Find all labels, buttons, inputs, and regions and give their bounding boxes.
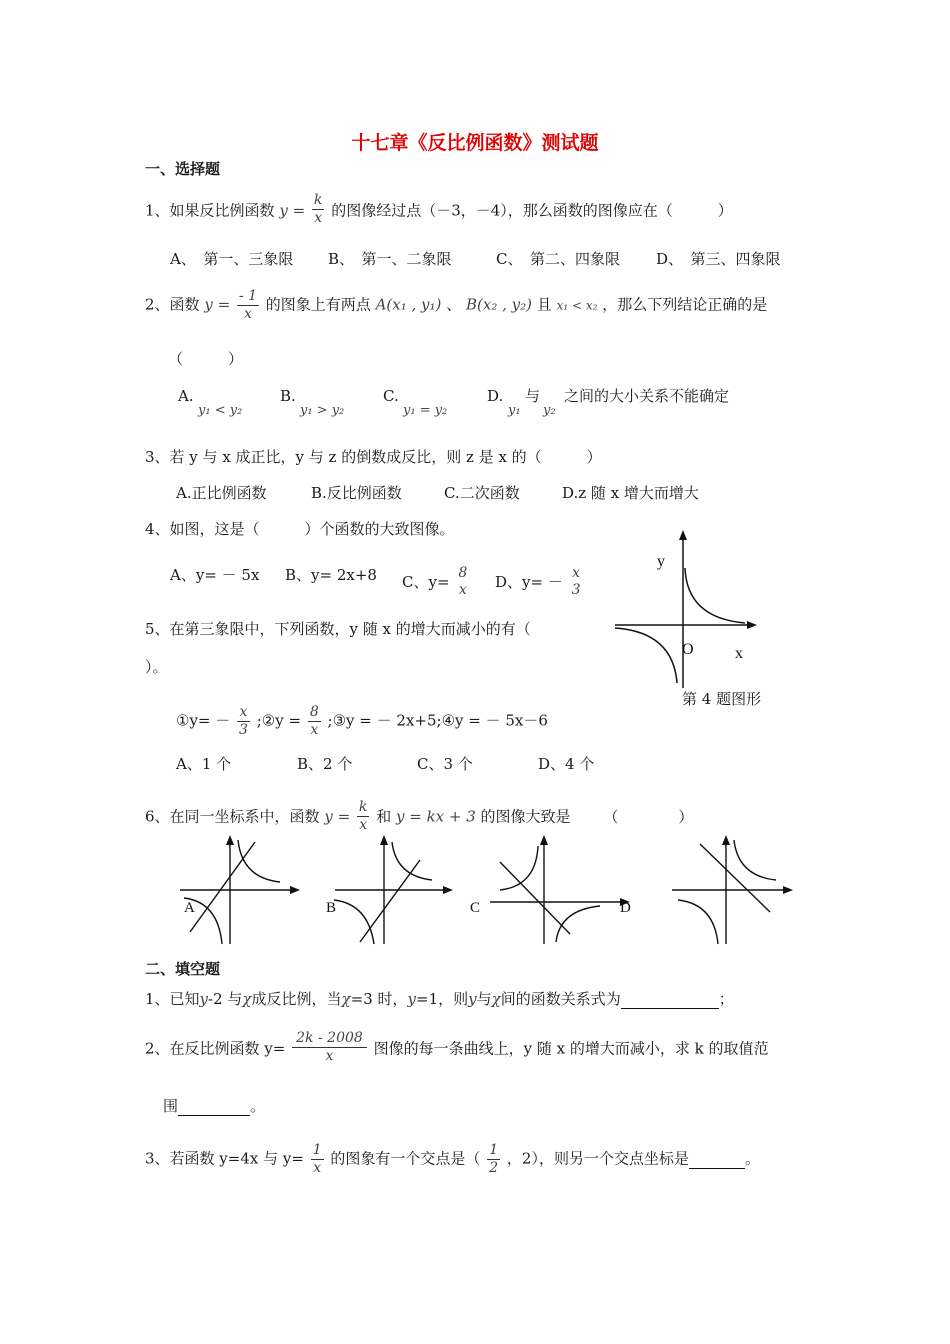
f3-den: x — [313, 1160, 322, 1176]
question-3: 3、若 y 与 x 成正比，y 与 z 的倒数成反比，则 z 是 x 的（ ） — [145, 448, 602, 466]
f3-answer-blank[interactable] — [689, 1150, 745, 1169]
q5-option-d: D、4 个 — [538, 755, 595, 773]
f1-answer-blank[interactable] — [621, 990, 719, 1009]
fill-question-3 — [145, 1142, 760, 1177]
q3-option-d: D.z 随 x 增大而增大 — [562, 484, 699, 502]
q2-fraction — [237, 288, 259, 323]
q6-mid: 和 — [376, 807, 392, 826]
q2-option-d-mid: 与 — [525, 387, 541, 405]
q3-option-b: B.反比例函数 — [311, 484, 402, 502]
q4-option-c — [402, 566, 471, 600]
f2-answer-blank[interactable] — [178, 1097, 250, 1116]
q4-option-b: B、y= 2x+8 — [285, 566, 377, 584]
page-title: 十七章《反比例函数》测试题 — [351, 132, 599, 154]
q4-option-c-den: x — [458, 582, 467, 598]
f2-line2: 围 — [163, 1097, 179, 1115]
f3-mid: 的图象有一个交点是（ — [330, 1149, 481, 1168]
q5-option-a: A、1 个 — [176, 755, 232, 773]
q5-item-1-num: x — [237, 704, 250, 722]
q4-label-o: O — [682, 641, 694, 658]
q2-option-c-math: y₁ = y₂ — [403, 403, 448, 418]
q1-lhs: y = — [279, 201, 306, 220]
q1-fraction — [312, 192, 324, 227]
f1-b: 成反比例，当 — [251, 990, 342, 1008]
q1-frac-num: k — [313, 192, 323, 208]
q2-option-c-letter: C. — [383, 387, 399, 405]
f2-suffix: 图像的每一条曲线上，y 随 x 的增大而减小，求 k 的取值范 — [373, 1039, 769, 1058]
q6-graph-b — [326, 835, 453, 944]
section-heading-fill: 二、填空题 — [145, 960, 221, 978]
q6-frac-den: x — [359, 817, 368, 833]
q6-graph-a — [180, 835, 300, 944]
q5-option-c: C、3 个 — [417, 755, 473, 773]
q4-option-c-num: 8 — [458, 565, 468, 581]
q2-option-d-tail: 之间的大小关系不能确定 — [564, 387, 730, 405]
f1-c: =3 时， — [350, 990, 408, 1008]
q2-paren: （ ） — [168, 350, 244, 368]
q4-label-y: y — [657, 553, 665, 570]
q1-option-c: C、 第二、四象限 — [496, 250, 620, 268]
q6-graph-d-label: D — [620, 900, 631, 916]
f3-point-num: 1 — [489, 1142, 499, 1158]
q5-item-1-den: 3 — [239, 722, 248, 738]
q2-option-a-math: y₁ < y₂ — [198, 403, 243, 418]
f2-num: 2k - 2008 — [292, 1030, 367, 1048]
q3-option-a: A.正比例函数 — [176, 484, 267, 502]
q4-curve-quadrant-3 — [615, 628, 677, 683]
question-6 — [145, 800, 693, 835]
q2-option-a-letter: A. — [178, 387, 194, 405]
f3-num: 1 — [312, 1142, 322, 1158]
f3-point-den: 2 — [489, 1160, 499, 1176]
q2-mid: 的图象上有两点 — [265, 295, 371, 314]
q4-y-arrow — [679, 530, 687, 540]
q2-option-d-letter: D. — [487, 387, 504, 405]
f1-x1: χ — [242, 990, 252, 1008]
f1-end: ； — [718, 990, 734, 1008]
q6-paren: （ ） — [603, 807, 694, 826]
f3-fraction — [311, 1142, 324, 1177]
f1-f: 间的函数关系式为 — [500, 990, 621, 1008]
q2-sep: 、 — [446, 295, 462, 314]
q4-option-c-prefix: C、y= — [402, 573, 450, 591]
f2-den: x — [325, 1048, 334, 1064]
q2-frac-den: x — [244, 306, 252, 322]
q3-option-c: C.二次函数 — [444, 484, 520, 502]
question-2 — [145, 288, 767, 323]
q2-point-b: B(x₂ , y₂) — [465, 295, 532, 314]
q2-lhs: y = — [204, 295, 231, 314]
q5-item-2-fraction — [308, 704, 321, 739]
q6-fraction — [357, 799, 369, 834]
q6-graph-c-label: C — [470, 900, 481, 916]
q4-figure-caption: 第 4 题图形 — [682, 690, 762, 708]
q5-item-2: ;②y = — [256, 711, 302, 730]
q4-option-a: A、y= － 5x — [170, 566, 260, 584]
f1-x2: χ — [341, 990, 351, 1008]
q6-graph-a-label: A — [184, 900, 195, 916]
q5-item-1-fraction — [237, 704, 250, 739]
q6-suffix: 的图像大致是 — [480, 807, 571, 826]
f1-d: =1，则 — [416, 990, 469, 1008]
q4-option-d-den: 3 — [571, 582, 581, 598]
q5-item-2-den: x — [310, 722, 319, 738]
q6-graph-c — [470, 835, 631, 944]
q6-graph-d — [672, 835, 793, 944]
q4-curve-quadrant-1 — [685, 568, 745, 623]
question-1 — [145, 194, 733, 229]
section-heading-choice: 一、选择题 — [145, 160, 221, 178]
f2-fraction — [292, 1030, 367, 1065]
q5-option-b: B、2 个 — [297, 755, 353, 773]
q2-option-b-math: y₁ > y₂ — [300, 403, 345, 418]
fill-question-2-line-2 — [163, 1097, 265, 1116]
q4-label-x: x — [735, 645, 743, 662]
f1-x3: χ — [491, 990, 501, 1008]
fill-question-1 — [145, 990, 734, 1009]
q4-option-d — [495, 566, 585, 600]
q2-option-b-letter: B. — [280, 387, 296, 405]
q5-item-1: ①y= － — [176, 711, 231, 730]
q2-frac-num: - 1 — [238, 288, 258, 304]
q5-item-3-4: ;③y = － 2x+5;④y = － 5x－6 — [327, 711, 548, 730]
f1-pre: 1、已知 — [145, 990, 200, 1008]
q1-option-d: D、 第三、四象限 — [656, 250, 781, 268]
f2-end: 。 — [250, 1097, 266, 1115]
q5-items — [176, 704, 548, 739]
question-5-line-1: 5、在第三象限中，下列函数，y 随 x 的增大而减小的有（ — [145, 620, 531, 638]
q6-frac-num: k — [358, 799, 368, 815]
q4-x-arrow — [747, 621, 757, 629]
q4-option-d-fraction — [570, 565, 583, 599]
f3-end: 。 — [744, 1149, 760, 1168]
f3-pre: 3、若函数 y=4x 与 y= — [145, 1149, 304, 1168]
f3-suffix: ，2），则另一个交点坐标是 — [506, 1149, 689, 1168]
f1-e: 与 — [476, 990, 492, 1008]
question-4: 4、如图，这是（ ）个函数的大致图像。 — [145, 520, 455, 538]
q6-expr: y = kx + 3 — [395, 807, 476, 826]
q4-option-c-fraction — [456, 565, 469, 599]
q6-prefix: 6、在同一坐标系中，函数 — [145, 807, 320, 826]
q4-option-d-num: x — [572, 565, 581, 581]
q6-graph-b-label: B — [326, 900, 337, 916]
q1-frac-den: x — [314, 210, 323, 226]
f3-point-fraction — [487, 1142, 500, 1177]
f2-pre: 2、在反比例函数 y= — [145, 1039, 286, 1058]
f1-y3: y — [468, 990, 477, 1008]
q1-option-b: B、 第一、二象限 — [328, 250, 452, 268]
q1-suffix: 的图像经过点（－3，－4），那么函数的图像应在（ ） — [331, 201, 733, 220]
q2-point-a: A(x₁ , y₁) — [375, 295, 442, 314]
q4-option-d-prefix: D、y= － — [495, 573, 563, 591]
f1-y: y — [199, 990, 209, 1008]
q1-prefix: 1、如果反比例函数 — [145, 201, 275, 220]
q6-lhs: y = — [324, 807, 351, 826]
q2-option-d-y2: y₂ — [543, 403, 556, 418]
q2-option-d-y1: y₁ — [508, 403, 521, 418]
q1-option-a: A、 第一、三象限 — [170, 250, 294, 268]
fill-question-2 — [145, 1032, 768, 1067]
q2-condition: x₁ < x₂ — [556, 298, 598, 313]
q6-graph-options — [170, 832, 810, 952]
q2-cond-pre: 且 — [536, 295, 552, 314]
q2-suffix: ，那么下列结论正确的是 — [602, 295, 768, 314]
f1-a: -2 与 — [208, 990, 243, 1008]
f1-y2: y — [407, 990, 416, 1008]
question-5-line-2: ）。 — [145, 658, 168, 676]
q5-item-2-num: 8 — [309, 704, 319, 720]
q2-prefix: 2、函数 — [145, 295, 200, 314]
